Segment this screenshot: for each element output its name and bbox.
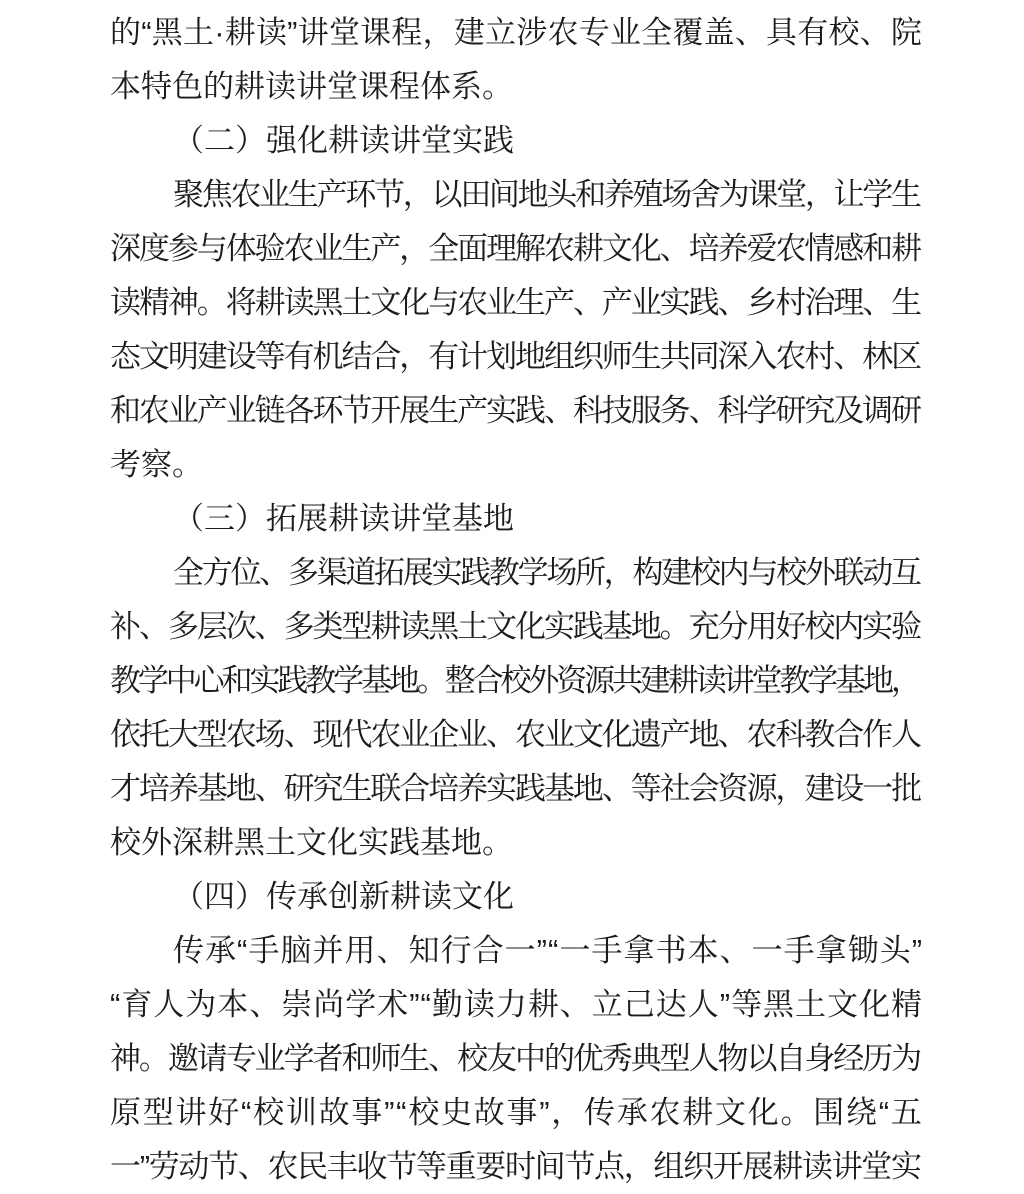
text-line-content: 原型讲好“校训故事”“校史故事”，传承农耕文化。围绕“五 <box>110 1095 924 1130</box>
text-line-content: 深度参与体验农业生产，全面理解农耕文化、培养爱农情感和耕 <box>110 231 921 266</box>
text-line-content: 本特色的耕读讲堂课程体系。 <box>110 69 513 104</box>
text-line <box>110 546 922 600</box>
text-line-content: 全方位、多渠道拓展实践教学场所，构建校内与校外联动互 <box>173 555 920 590</box>
text-line-content: （四）传承创新耕读文化 <box>173 879 514 914</box>
text-line-content: 的“黑土·耕读”讲堂课程，建立涉农专业全覆盖、具有校、院 <box>110 15 923 50</box>
text-line-content: （三）拓展耕读讲堂基地 <box>173 501 514 536</box>
text-line-content: 传承“手脑并用、知行合一”“一手拿书本、一手拿锄头” <box>173 933 924 968</box>
text-line <box>110 870 922 924</box>
text-line <box>110 762 922 816</box>
text-line-content: 才培养基地、研究生联合培养实践基地、等社会资源，建设一批 <box>110 771 921 806</box>
text-line <box>110 492 922 546</box>
text-line-content: 态文明建设等有机结合，有计划地组织师生共同深入农村、林区 <box>110 339 921 374</box>
text-line <box>110 1086 922 1140</box>
text-line-content: 神。邀请专业学者和师生、校友中的优秀典型人物以自身经历为 <box>110 1041 921 1076</box>
text-line <box>110 978 922 1032</box>
text-line <box>110 708 922 762</box>
text-line <box>110 6 922 60</box>
text-line <box>110 60 922 114</box>
text-line-content: （二）强化耕读讲堂实践 <box>173 123 514 158</box>
text-line <box>110 816 922 870</box>
text-line <box>110 438 922 492</box>
text-line-content: 聚焦农业生产环节，以田间地头和养殖场舍为课堂，让学生 <box>173 177 920 212</box>
text-line <box>110 114 922 168</box>
text-line <box>110 924 922 978</box>
text-line-content: 补、多层次、多类型耕读黑土文化实践基地。充分用好校内实验 <box>110 609 921 644</box>
text-line <box>110 1140 922 1194</box>
text-line <box>110 600 922 654</box>
text-line-content: 教学中心和实践教学基地。整合校外资源共建耕读讲堂教学基地， <box>110 663 919 698</box>
text-line <box>110 384 922 438</box>
text-line-content: 和农业产业链各环节开展生产实践、科技服务、科学研究及调研 <box>110 393 921 428</box>
text-line-content: 读精神。将耕读黑土文化与农业生产、产业实践、乡村治理、生 <box>110 285 921 320</box>
text-line-content: 一”劳动节、农民丰收节等重要时间节点，组织开展耕读讲堂实 <box>110 1149 921 1184</box>
text-line-content: “育人为本、崇尚学术”“勤读力耕、立己达人”等黑土文化精 <box>110 987 924 1022</box>
text-line-content: 考察。 <box>110 447 203 482</box>
text-line-content: 校外深耕黑土文化实践基地。 <box>110 825 513 860</box>
text-line <box>110 654 922 708</box>
document-body <box>110 6 922 1194</box>
text-line-content: 依托大型农场、现代农业企业、农业文化遗产地、农科教合作人 <box>110 717 921 752</box>
text-line <box>110 330 922 384</box>
text-line <box>110 276 922 330</box>
text-line <box>110 168 922 222</box>
text-line <box>110 222 922 276</box>
text-line <box>110 1032 922 1086</box>
